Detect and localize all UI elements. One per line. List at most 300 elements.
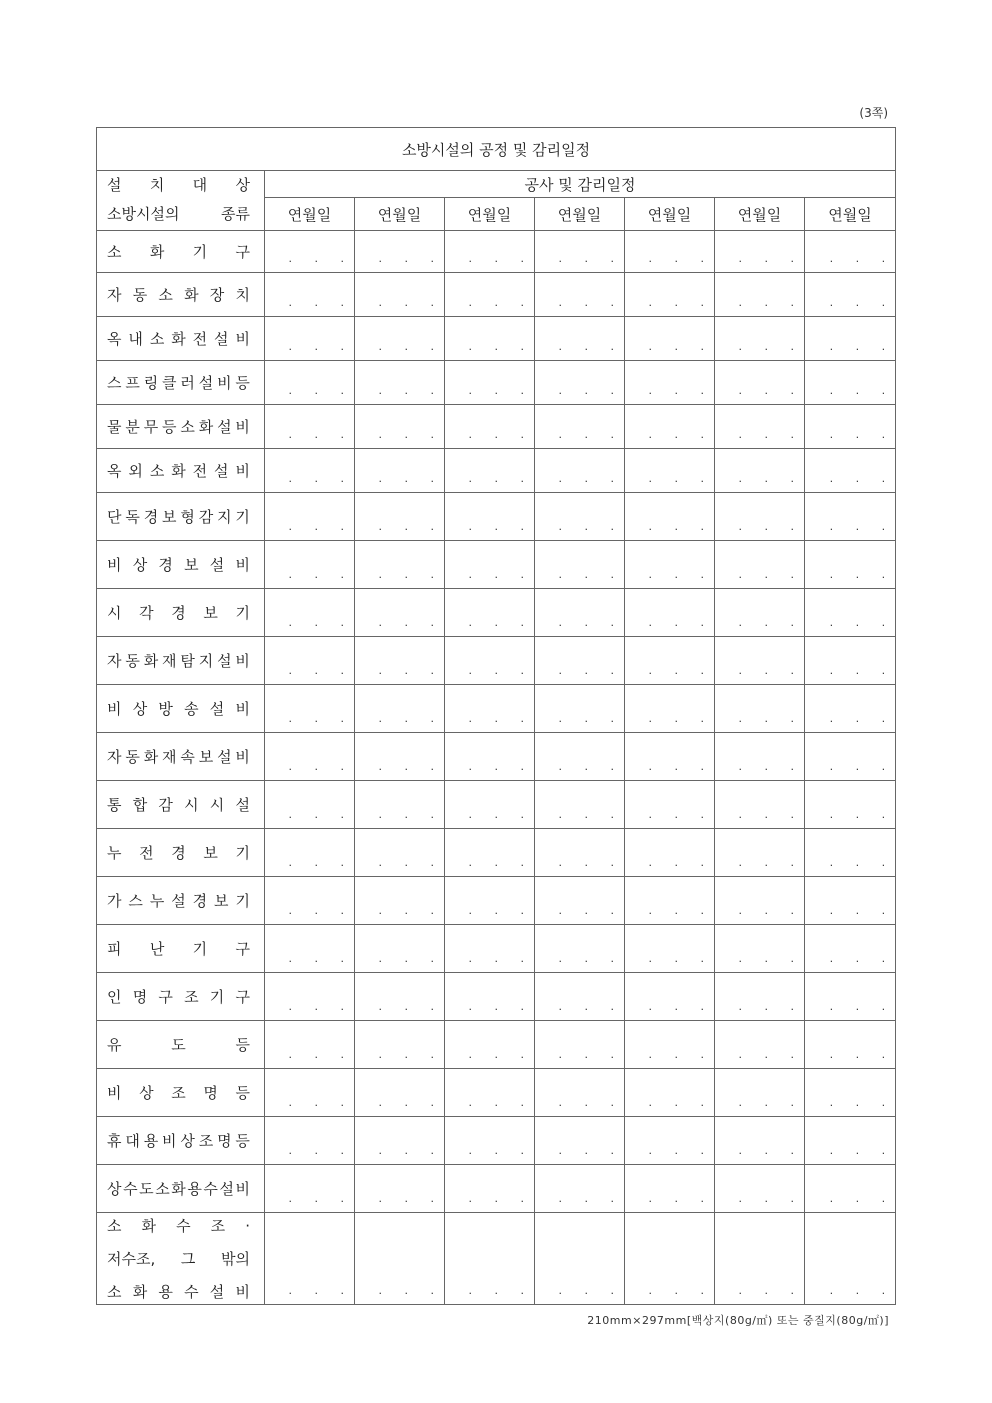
date-separator-dot: . bbox=[855, 428, 860, 441]
date-input-cell[interactable] bbox=[535, 973, 625, 1021]
facility-label-char: 독 bbox=[125, 508, 140, 526]
facility-label-char: 무 bbox=[143, 418, 159, 436]
facility-label-char: 물 bbox=[107, 418, 122, 436]
date-input-cell[interactable] bbox=[445, 685, 535, 733]
date-separator-dot: . bbox=[468, 384, 472, 397]
date-separator-dot: . bbox=[764, 856, 768, 869]
date-input-cell[interactable] bbox=[805, 877, 896, 925]
date-input-cell[interactable] bbox=[265, 925, 355, 973]
facility-label-char: 소 bbox=[155, 1180, 170, 1198]
date-separator-dot: . bbox=[404, 428, 408, 441]
facility-label-char: 방 bbox=[158, 700, 173, 718]
date-separator-dot: . bbox=[378, 568, 382, 581]
date-separator-dot: . bbox=[700, 1284, 704, 1297]
date-input-cell[interactable] bbox=[715, 1117, 805, 1165]
date-input-cell[interactable] bbox=[355, 1165, 445, 1213]
table-row bbox=[97, 973, 896, 1021]
table-row bbox=[97, 1213, 896, 1305]
date-separator-dot: . bbox=[558, 904, 562, 917]
date-input-cell[interactable] bbox=[355, 405, 445, 449]
date-input-cell[interactable] bbox=[805, 589, 896, 637]
date-input-cell[interactable] bbox=[535, 231, 625, 273]
date-separator-dot: . bbox=[430, 760, 434, 773]
date-input-cell[interactable] bbox=[535, 1165, 625, 1213]
date-separator-dot: . bbox=[700, 808, 704, 821]
date-input-cell[interactable] bbox=[715, 973, 805, 1021]
date-input-cell[interactable] bbox=[805, 1213, 896, 1305]
date-input-cell[interactable] bbox=[445, 733, 535, 781]
date-input-cell[interactable] bbox=[355, 637, 445, 685]
date-input-cell[interactable] bbox=[445, 781, 535, 829]
date-input-cell[interactable] bbox=[535, 829, 625, 877]
date-input-cell[interactable] bbox=[625, 589, 715, 637]
date-separator-dot: . bbox=[430, 856, 434, 869]
date-separator-dot: . bbox=[340, 808, 344, 821]
date-input-cell[interactable] bbox=[805, 925, 896, 973]
date-input-cell[interactable] bbox=[265, 1213, 355, 1305]
date-column-header: 연월일 bbox=[805, 198, 896, 231]
date-input-cell[interactable] bbox=[355, 829, 445, 877]
date-separator-dot: . bbox=[674, 428, 678, 441]
date-separator-dot: . bbox=[494, 296, 498, 309]
date-input-cell[interactable] bbox=[805, 405, 896, 449]
date-separator-dot: . bbox=[648, 1144, 652, 1157]
date-input-cell[interactable] bbox=[355, 925, 445, 973]
date-input-cell[interactable] bbox=[265, 733, 355, 781]
date-input-cell[interactable] bbox=[445, 541, 535, 589]
facility-label-char: 명 bbox=[217, 1132, 232, 1150]
date-input-cell[interactable] bbox=[805, 685, 896, 733]
facility-label-char: 속 bbox=[180, 748, 195, 766]
date-separator-dot: . bbox=[764, 252, 768, 265]
date-input-cell[interactable] bbox=[355, 1069, 445, 1117]
date-separator-dot: . bbox=[340, 1284, 344, 1297]
date-input-cell[interactable] bbox=[535, 541, 625, 589]
date-input-cell[interactable] bbox=[265, 1069, 355, 1117]
date-separator-dot: . bbox=[430, 1192, 434, 1205]
date-separator-dot: . bbox=[468, 904, 472, 917]
date-input-cell[interactable] bbox=[625, 317, 715, 361]
facility-label-char: 비 bbox=[235, 556, 250, 574]
date-input-cell[interactable] bbox=[535, 1069, 625, 1117]
date-input-cell[interactable] bbox=[445, 493, 535, 541]
facility-label-char: 보 bbox=[203, 844, 218, 862]
corner-top-char: 치 bbox=[149, 175, 165, 194]
date-input-cell[interactable] bbox=[355, 361, 445, 405]
date-input-cell[interactable] bbox=[715, 829, 805, 877]
date-separator-dot: . bbox=[378, 712, 382, 725]
date-input-cell[interactable] bbox=[625, 781, 715, 829]
date-input-cell[interactable] bbox=[715, 925, 805, 973]
date-input-cell[interactable] bbox=[445, 361, 535, 405]
date-separator-dot: . bbox=[340, 472, 344, 485]
date-input-cell[interactable] bbox=[355, 449, 445, 493]
facility-label-char: 용 bbox=[143, 1132, 159, 1150]
date-input-cell[interactable] bbox=[805, 449, 896, 493]
date-separator-dot: . bbox=[520, 1144, 524, 1157]
date-separator-dot: . bbox=[610, 252, 614, 265]
date-input-cell[interactable] bbox=[625, 1069, 715, 1117]
date-input-cell[interactable] bbox=[715, 317, 805, 361]
date-separator-dot: . bbox=[468, 568, 472, 581]
date-separator-dot: . bbox=[558, 616, 562, 629]
date-input-cell[interactable] bbox=[625, 1165, 715, 1213]
date-input-cell[interactable] bbox=[265, 829, 355, 877]
date-separator-dot: . bbox=[881, 472, 886, 485]
date-input-cell[interactable] bbox=[445, 405, 535, 449]
date-separator-dot: . bbox=[610, 616, 614, 629]
date-separator-dot: . bbox=[674, 1096, 678, 1109]
date-separator-dot: . bbox=[558, 520, 562, 533]
date-separator-dot: . bbox=[610, 428, 614, 441]
date-input-cell[interactable] bbox=[535, 1021, 625, 1069]
date-separator-dot: . bbox=[881, 1192, 886, 1205]
date-input-cell[interactable] bbox=[805, 781, 896, 829]
date-separator-dot: . bbox=[674, 340, 678, 353]
facility-label-char: 상 bbox=[132, 700, 148, 718]
date-input-cell[interactable] bbox=[805, 637, 896, 685]
date-input-cell[interactable] bbox=[355, 877, 445, 925]
date-input-cell[interactable] bbox=[805, 317, 896, 361]
date-input-cell[interactable] bbox=[535, 361, 625, 405]
date-separator-dot: . bbox=[468, 1192, 472, 1205]
date-separator-dot: . bbox=[738, 712, 742, 725]
date-input-cell[interactable] bbox=[805, 273, 896, 317]
date-separator-dot: . bbox=[314, 472, 318, 485]
date-separator-dot: . bbox=[700, 952, 704, 965]
date-input-cell[interactable] bbox=[535, 781, 625, 829]
date-input-cell[interactable] bbox=[265, 317, 355, 361]
date-input-cell[interactable] bbox=[805, 1165, 896, 1213]
date-input-cell[interactable] bbox=[355, 733, 445, 781]
facility-label-char: 러 bbox=[180, 374, 195, 392]
date-separator-dot: . bbox=[340, 252, 344, 265]
date-input-cell[interactable] bbox=[805, 493, 896, 541]
facility-label-char: 구 bbox=[235, 940, 250, 958]
date-separator-dot: . bbox=[288, 1048, 292, 1061]
date-input-cell[interactable] bbox=[715, 877, 805, 925]
date-input-cell[interactable] bbox=[715, 589, 805, 637]
date-input-cell[interactable] bbox=[715, 685, 805, 733]
date-separator-dot: . bbox=[378, 808, 382, 821]
date-separator-dot: . bbox=[700, 384, 704, 397]
date-input-cell[interactable] bbox=[265, 541, 355, 589]
date-separator-dot: . bbox=[468, 808, 472, 821]
facility-label bbox=[97, 733, 265, 781]
date-separator-dot: . bbox=[314, 808, 318, 821]
date-input-cell[interactable] bbox=[355, 1021, 445, 1069]
date-separator-dot: . bbox=[288, 616, 292, 629]
date-input-cell[interactable] bbox=[715, 1069, 805, 1117]
date-input-cell[interactable] bbox=[265, 589, 355, 637]
date-input-cell[interactable] bbox=[715, 273, 805, 317]
date-separator-dot: . bbox=[520, 712, 524, 725]
date-input-cell[interactable] bbox=[445, 973, 535, 1021]
table-row bbox=[97, 231, 896, 273]
date-input-cell[interactable] bbox=[265, 973, 355, 1021]
date-input-cell[interactable] bbox=[265, 231, 355, 273]
date-input-cell[interactable] bbox=[715, 733, 805, 781]
date-separator-dot: . bbox=[790, 520, 794, 533]
facility-label-char: 저수조, bbox=[107, 1250, 156, 1268]
facility-label-char: 시 bbox=[107, 604, 122, 622]
date-input-cell[interactable] bbox=[445, 1213, 535, 1305]
date-separator-dot: . bbox=[468, 252, 472, 265]
date-input-cell[interactable] bbox=[805, 733, 896, 781]
facility-label-char: 자 bbox=[107, 286, 122, 304]
date-input-cell[interactable] bbox=[535, 317, 625, 361]
date-input-cell[interactable] bbox=[265, 493, 355, 541]
date-input-cell[interactable] bbox=[625, 877, 715, 925]
facility-label-char: 스 bbox=[107, 374, 122, 392]
date-separator-dot: . bbox=[700, 472, 704, 485]
facility-label-char: 보 bbox=[162, 508, 177, 526]
date-separator-dot: . bbox=[378, 1192, 382, 1205]
date-input-cell[interactable] bbox=[535, 1117, 625, 1165]
facility-label-char: 화 bbox=[171, 1180, 186, 1198]
table-row bbox=[97, 781, 896, 829]
date-input-cell[interactable] bbox=[625, 361, 715, 405]
date-input-cell[interactable] bbox=[355, 1213, 445, 1305]
date-separator-dot: . bbox=[700, 428, 704, 441]
date-input-cell[interactable] bbox=[715, 231, 805, 273]
date-input-cell[interactable] bbox=[445, 449, 535, 493]
date-input-cell[interactable] bbox=[625, 1021, 715, 1069]
date-input-cell[interactable] bbox=[355, 781, 445, 829]
date-separator-dot: . bbox=[430, 904, 434, 917]
date-separator-dot: . bbox=[288, 1096, 292, 1109]
date-separator-dot: . bbox=[520, 1000, 524, 1013]
date-column-header: 연월일 bbox=[445, 198, 535, 231]
date-input-cell[interactable] bbox=[805, 1117, 896, 1165]
table-row bbox=[97, 685, 896, 733]
date-separator-dot: . bbox=[648, 904, 652, 917]
facility-label-char: 수 bbox=[203, 1180, 218, 1198]
date-input-cell[interactable] bbox=[625, 685, 715, 733]
date-input-cell[interactable] bbox=[445, 273, 535, 317]
date-separator-dot: . bbox=[314, 616, 318, 629]
date-separator-dot: . bbox=[340, 904, 344, 917]
date-input-cell[interactable] bbox=[715, 1165, 805, 1213]
date-separator-dot: . bbox=[340, 1144, 344, 1157]
date-input-cell[interactable] bbox=[715, 361, 805, 405]
date-separator-dot: . bbox=[340, 384, 344, 397]
date-separator-dot: . bbox=[700, 616, 704, 629]
date-separator-dot: . bbox=[764, 1000, 768, 1013]
facility-label-char: 내 bbox=[128, 330, 143, 348]
date-input-cell[interactable] bbox=[445, 637, 535, 685]
date-separator-dot: . bbox=[674, 472, 678, 485]
date-separator-dot: . bbox=[674, 296, 678, 309]
date-separator-dot: . bbox=[468, 520, 472, 533]
table-row bbox=[97, 1165, 896, 1213]
date-separator-dot: . bbox=[404, 1144, 408, 1157]
date-input-cell[interactable] bbox=[535, 877, 625, 925]
date-separator-dot: . bbox=[558, 856, 562, 869]
facility-label-char: 용 bbox=[158, 1283, 173, 1301]
date-input-cell[interactable] bbox=[535, 405, 625, 449]
date-input-cell[interactable] bbox=[445, 877, 535, 925]
date-input-cell[interactable] bbox=[445, 925, 535, 973]
date-input-cell[interactable] bbox=[805, 829, 896, 877]
date-input-cell[interactable] bbox=[625, 493, 715, 541]
date-input-cell[interactable] bbox=[355, 231, 445, 273]
date-input-cell[interactable] bbox=[805, 361, 896, 405]
date-input-cell[interactable] bbox=[355, 685, 445, 733]
date-input-cell[interactable] bbox=[715, 637, 805, 685]
date-input-cell[interactable] bbox=[805, 541, 896, 589]
date-input-cell[interactable] bbox=[445, 1117, 535, 1165]
date-input-cell[interactable] bbox=[715, 781, 805, 829]
facility-label-char: 난 bbox=[149, 940, 165, 958]
date-input-cell[interactable] bbox=[805, 1069, 896, 1117]
date-input-cell[interactable] bbox=[625, 1213, 715, 1305]
date-separator-dot: . bbox=[314, 1192, 318, 1205]
date-separator-dot: . bbox=[648, 1048, 652, 1061]
date-column-header: 연월일 bbox=[625, 198, 715, 231]
date-input-cell[interactable] bbox=[625, 273, 715, 317]
schedule-header: 공사 및 감리일정 bbox=[265, 171, 896, 198]
date-input-cell[interactable] bbox=[265, 273, 355, 317]
date-input-cell[interactable] bbox=[535, 925, 625, 973]
facility-label bbox=[97, 449, 265, 493]
facility-label-char: 화 bbox=[132, 1283, 148, 1301]
date-input-cell[interactable] bbox=[715, 541, 805, 589]
date-separator-dot: . bbox=[855, 1048, 860, 1061]
date-input-cell[interactable] bbox=[355, 541, 445, 589]
date-separator-dot: . bbox=[829, 856, 834, 869]
date-input-cell[interactable] bbox=[625, 231, 715, 273]
date-separator-dot: . bbox=[430, 252, 434, 265]
date-input-cell[interactable] bbox=[625, 637, 715, 685]
date-separator-dot: . bbox=[584, 952, 588, 965]
date-input-cell[interactable] bbox=[265, 685, 355, 733]
facility-label-char: 시 bbox=[209, 796, 225, 814]
date-separator-dot: . bbox=[648, 340, 652, 353]
date-separator-dot: . bbox=[520, 664, 524, 677]
date-input-cell[interactable] bbox=[535, 685, 625, 733]
date-input-cell[interactable] bbox=[535, 493, 625, 541]
date-input-cell[interactable] bbox=[265, 1021, 355, 1069]
date-input-cell[interactable] bbox=[715, 449, 805, 493]
date-input-cell[interactable] bbox=[265, 877, 355, 925]
date-separator-dot: . bbox=[340, 616, 344, 629]
date-separator-dot: . bbox=[404, 296, 408, 309]
date-separator-dot: . bbox=[468, 712, 472, 725]
date-separator-dot: . bbox=[520, 1048, 524, 1061]
date-separator-dot: . bbox=[314, 664, 318, 677]
date-separator-dot: . bbox=[674, 952, 678, 965]
date-separator-dot: . bbox=[494, 952, 498, 965]
date-separator-dot: . bbox=[855, 1192, 860, 1205]
date-separator-dot: . bbox=[610, 760, 614, 773]
date-column-header: 연월일 bbox=[265, 198, 355, 231]
date-input-cell[interactable] bbox=[355, 973, 445, 1021]
date-input-cell[interactable] bbox=[625, 449, 715, 493]
date-input-cell[interactable] bbox=[445, 589, 535, 637]
facility-label-char: 화 bbox=[141, 1217, 157, 1235]
facility-label-char: 유 bbox=[107, 1036, 122, 1054]
date-input-cell[interactable] bbox=[445, 317, 535, 361]
table-row bbox=[97, 829, 896, 877]
date-input-cell[interactable] bbox=[535, 589, 625, 637]
date-input-cell[interactable] bbox=[265, 781, 355, 829]
date-input-cell[interactable] bbox=[625, 1117, 715, 1165]
facility-label-char: 비 bbox=[107, 556, 122, 574]
date-input-cell[interactable] bbox=[715, 405, 805, 449]
date-input-cell[interactable] bbox=[535, 637, 625, 685]
date-input-cell[interactable] bbox=[625, 925, 715, 973]
date-input-cell[interactable] bbox=[445, 231, 535, 273]
date-input-cell[interactable] bbox=[265, 405, 355, 449]
facility-label-char: 설 bbox=[209, 700, 225, 718]
facility-label-char: 휴 bbox=[107, 1132, 122, 1150]
date-separator-dot: . bbox=[378, 1048, 382, 1061]
date-input-cell[interactable] bbox=[355, 1117, 445, 1165]
date-separator-dot: . bbox=[674, 520, 678, 533]
date-input-cell[interactable] bbox=[535, 449, 625, 493]
date-separator-dot: . bbox=[378, 1096, 382, 1109]
date-separator-dot: . bbox=[829, 760, 834, 773]
date-input-cell[interactable] bbox=[355, 589, 445, 637]
date-input-cell[interactable] bbox=[265, 361, 355, 405]
date-separator-dot: . bbox=[378, 472, 382, 485]
date-input-cell[interactable] bbox=[805, 1021, 896, 1069]
date-input-cell[interactable] bbox=[805, 231, 896, 273]
date-separator-dot: . bbox=[430, 472, 434, 485]
date-input-cell[interactable] bbox=[715, 1021, 805, 1069]
date-separator-dot: . bbox=[558, 296, 562, 309]
date-input-cell[interactable] bbox=[355, 273, 445, 317]
facility-label-char: 상 bbox=[132, 556, 148, 574]
date-input-cell[interactable] bbox=[625, 829, 715, 877]
date-input-cell[interactable] bbox=[265, 637, 355, 685]
date-separator-dot: . bbox=[288, 428, 292, 441]
date-input-cell[interactable] bbox=[355, 493, 445, 541]
date-separator-dot: . bbox=[430, 712, 434, 725]
date-input-cell[interactable] bbox=[535, 273, 625, 317]
date-input-cell[interactable] bbox=[265, 1117, 355, 1165]
date-input-cell[interactable] bbox=[535, 733, 625, 781]
date-input-cell[interactable] bbox=[805, 973, 896, 1021]
date-separator-dot: . bbox=[764, 616, 768, 629]
date-input-cell[interactable] bbox=[535, 1213, 625, 1305]
date-input-cell[interactable] bbox=[625, 405, 715, 449]
date-separator-dot: . bbox=[829, 1284, 834, 1297]
date-separator-dot: . bbox=[520, 952, 524, 965]
date-separator-dot: . bbox=[764, 472, 768, 485]
date-separator-dot: . bbox=[340, 1096, 344, 1109]
date-input-cell[interactable] bbox=[265, 449, 355, 493]
date-input-cell[interactable] bbox=[355, 317, 445, 361]
date-separator-dot: . bbox=[288, 664, 292, 677]
facility-label-char: 소 bbox=[107, 1217, 122, 1235]
date-input-cell[interactable] bbox=[445, 829, 535, 877]
date-separator-dot: . bbox=[378, 1000, 382, 1013]
date-input-cell[interactable] bbox=[265, 1165, 355, 1213]
date-separator-dot: . bbox=[378, 520, 382, 533]
date-input-cell[interactable] bbox=[445, 1069, 535, 1117]
date-input-cell[interactable] bbox=[715, 1213, 805, 1305]
date-input-cell[interactable] bbox=[625, 733, 715, 781]
date-separator-dot: . bbox=[674, 1284, 678, 1297]
date-input-cell[interactable] bbox=[625, 973, 715, 1021]
date-input-cell[interactable] bbox=[625, 541, 715, 589]
date-input-cell[interactable] bbox=[445, 1021, 535, 1069]
date-separator-dot: . bbox=[468, 340, 472, 353]
date-input-cell[interactable] bbox=[715, 493, 805, 541]
date-input-cell[interactable] bbox=[445, 1165, 535, 1213]
